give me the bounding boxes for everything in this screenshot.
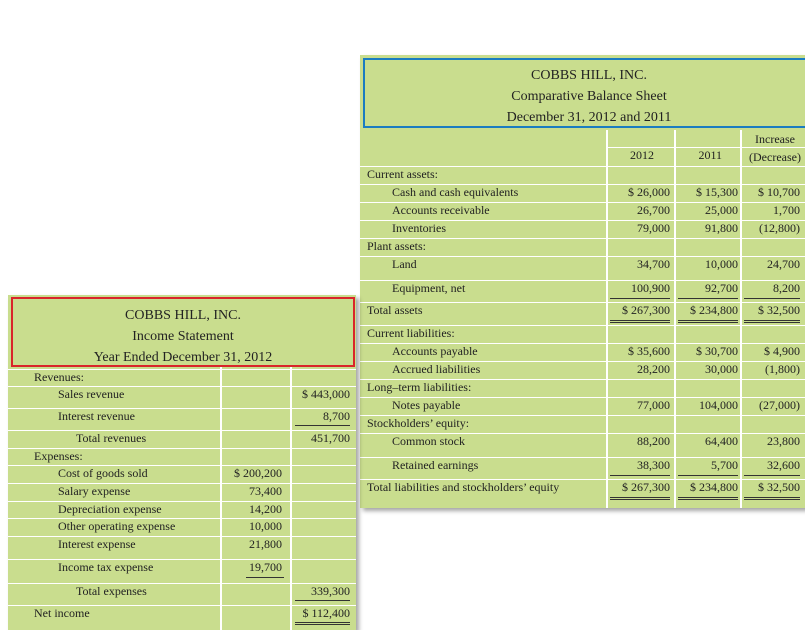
income-value-detail: 10,000 <box>249 519 282 533</box>
balance-value-2011: 5,700 <box>711 458 738 472</box>
balance-value-2012: $ 267,300 <box>622 303 670 317</box>
income-value-detail: 21,800 <box>249 537 282 551</box>
balance-row <box>360 480 805 498</box>
column-increase: Increase <box>755 132 795 146</box>
income-row-label: Expenses: <box>34 449 83 463</box>
balance-row <box>360 185 805 203</box>
balance-row-label: Total liabilities and stockholders’ equity <box>367 480 560 494</box>
income-row-label: Interest expense <box>58 537 136 551</box>
balance-value-change: $ 32,500 <box>758 480 800 494</box>
balance-value-change: 32,600 <box>767 458 800 472</box>
balance-value-2011: 91,800 <box>705 221 738 235</box>
income-value-detail: 14,200 <box>249 502 282 516</box>
income-row-label: Income tax expense <box>58 560 154 574</box>
balance-value-2012: 26,700 <box>637 203 670 217</box>
balance-row <box>360 458 805 476</box>
balance-value-change: (1,800) <box>765 362 800 376</box>
income-statement-name: Income Statement <box>132 329 234 344</box>
balance-value-change: $ 10,700 <box>758 185 800 199</box>
balance-value-2011: $ 234,800 <box>690 303 738 317</box>
balance-row <box>360 362 805 380</box>
balance-row <box>360 303 805 321</box>
balance-value-2012: 38,300 <box>637 458 670 472</box>
balance-row <box>360 221 805 239</box>
income-row-label: Total revenues <box>76 431 147 445</box>
balance-value-2012: 88,200 <box>637 434 670 448</box>
balance-value-change: $ 32,500 <box>758 303 800 317</box>
balance-row-label: Common stock <box>392 434 466 448</box>
balance-row <box>360 167 805 185</box>
income-row-label: Cost of goods sold <box>58 466 148 480</box>
balance-value-2012: 79,000 <box>637 221 670 235</box>
balance-row <box>360 398 805 416</box>
balance-row <box>360 434 805 452</box>
balance-row-label: Land <box>392 257 417 271</box>
balance-value-change: 24,700 <box>767 257 800 271</box>
income-value-detail: $ 200,200 <box>234 466 282 480</box>
income-value-detail: 73,400 <box>249 484 282 498</box>
column-2011: 2011 <box>698 148 722 162</box>
balance-row <box>360 281 805 299</box>
income-row-label: Sales revenue <box>58 387 125 401</box>
balance-row-label: Equipment, net <box>392 281 466 295</box>
income-row <box>8 484 356 502</box>
balance-value-2012: $ 267,300 <box>622 480 670 494</box>
income-value-total: 8,700 <box>323 409 350 423</box>
income-row-label: Interest revenue <box>58 409 135 423</box>
income-row <box>8 466 356 484</box>
balance-row-label: Accrued liabilities <box>392 362 481 376</box>
balance-value-2012: $ 35,600 <box>628 344 670 358</box>
income-statement-title-block <box>11 297 355 367</box>
balance-row-label: Stockholders’ equity: <box>367 416 470 430</box>
income-row <box>8 431 356 449</box>
income-statement-date: Year Ended December 31, 2012 <box>93 350 273 365</box>
income-row-label: Revenues: <box>34 370 84 384</box>
balance-sheet <box>360 55 805 508</box>
income-row-label: Salary expense <box>58 484 131 498</box>
balance-row <box>360 344 805 362</box>
balance-row <box>360 416 805 434</box>
balance-row-label: Notes payable <box>392 398 461 412</box>
balance-sheet-date: December 31, 2012 and 2011 <box>506 110 672 125</box>
income-row-label: Total expenses <box>76 584 147 598</box>
income-value-total: $ 112,400 <box>302 606 350 620</box>
column-2012: 2012 <box>630 148 654 162</box>
balance-value-change: 23,800 <box>767 434 800 448</box>
balance-value-2011: $ 15,300 <box>696 185 738 199</box>
balance-value-2012: 34,700 <box>637 257 670 271</box>
balance-value-2011: 104,000 <box>699 398 738 412</box>
balance-value-2011: 64,400 <box>705 434 738 448</box>
balance-row-label: Retained earnings <box>392 458 479 472</box>
balance-value-2011: $ 234,800 <box>690 480 738 494</box>
balance-value-2011: 92,700 <box>705 281 738 295</box>
balance-row-label: Long–term liabilities: <box>367 380 472 394</box>
column-decrease: (Decrease) <box>749 150 801 164</box>
balance-row-label: Cash and cash equivalents <box>392 185 519 199</box>
balance-row-label: Total assets <box>367 303 423 317</box>
balance-row <box>360 257 805 275</box>
balance-sheet-name: Comparative Balance Sheet <box>511 89 667 104</box>
income-statement <box>8 295 356 630</box>
balance-row <box>360 203 805 221</box>
balance-row <box>360 239 805 257</box>
income-row <box>8 519 356 537</box>
balance-row-label: Current assets: <box>367 167 438 181</box>
balance-value-2011: 10,000 <box>705 257 738 271</box>
balance-row-label: Inventories <box>392 221 446 235</box>
balance-value-2012: 28,200 <box>637 362 670 376</box>
balance-value-2011: 30,000 <box>705 362 738 376</box>
balance-value-change: $ 4,900 <box>764 344 800 358</box>
balance-value-2011: $ 30,700 <box>696 344 738 358</box>
income-row-label: Depreciation expense <box>58 502 162 516</box>
balance-sheet-company: COBBS HILL, INC. <box>531 68 647 83</box>
income-value-total: 339,300 <box>311 584 350 598</box>
balance-value-change: 8,200 <box>773 281 800 295</box>
balance-sheet-title-block <box>363 58 805 128</box>
balance-value-change: (12,800) <box>759 221 800 235</box>
balance-row-label: Plant assets: <box>367 239 426 253</box>
balance-value-change: (27,000) <box>759 398 800 412</box>
balance-row <box>360 326 805 344</box>
balance-row-label: Accounts receivable <box>392 203 490 217</box>
balance-value-2012: 100,900 <box>631 281 670 295</box>
balance-value-2012: $ 26,000 <box>628 185 670 199</box>
income-row-label: Other operating expense <box>58 519 176 533</box>
balance-row <box>360 380 805 398</box>
income-row <box>8 387 356 405</box>
income-value-total: 451,700 <box>311 431 350 445</box>
balance-value-change: 1,700 <box>773 203 800 217</box>
income-value-total: $ 443,000 <box>302 387 350 401</box>
balance-row-label: Accounts payable <box>392 344 478 358</box>
balance-row-label: Current liabilities: <box>367 326 455 340</box>
balance-sheet-column-header <box>360 130 805 166</box>
balance-value-2011: 25,000 <box>705 203 738 217</box>
income-row <box>8 560 356 578</box>
balance-value-2012: 77,000 <box>637 398 670 412</box>
income-statement-company: COBBS HILL, INC. <box>125 308 241 323</box>
income-row-label: Net income <box>34 606 90 620</box>
income-row <box>8 537 356 555</box>
income-value-detail: 19,700 <box>249 560 282 574</box>
